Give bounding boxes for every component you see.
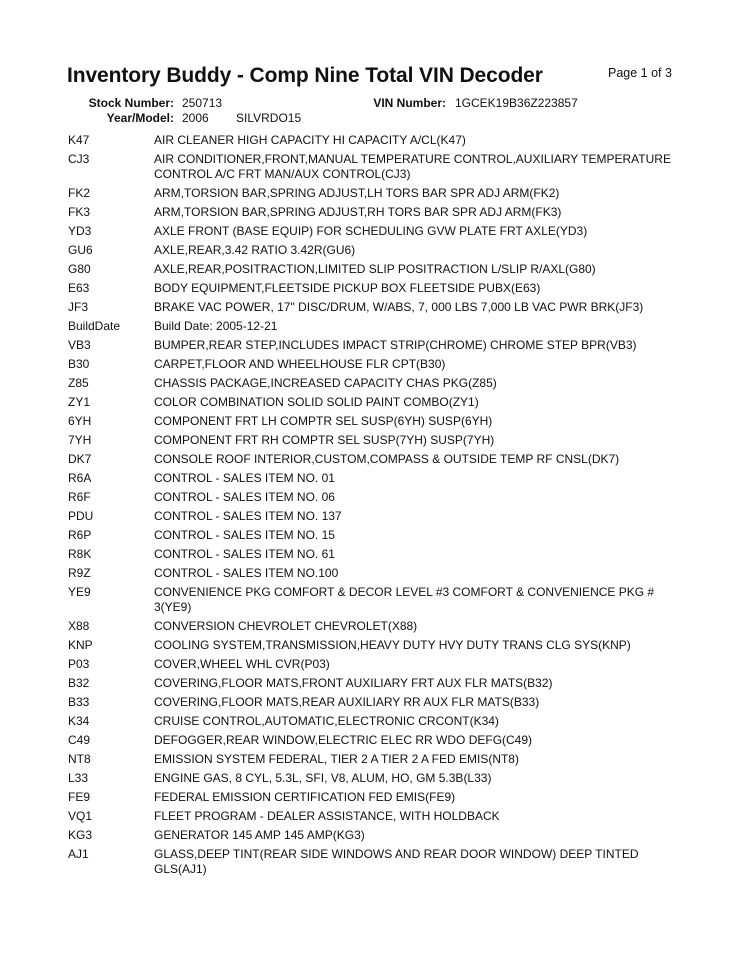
option-description: CONTROL - SALES ITEM NO. 06 — [154, 490, 335, 504]
model-value: SILVRDO15 — [236, 111, 302, 125]
option-description: CONVENIENCE PKG COMFORT & DECOR LEVEL #3 COMFORT & CONVENIENCE PKG # 3(YE9) — [154, 585, 655, 614]
option-code: R9Z — [68, 566, 91, 580]
option-row — [68, 619, 688, 634]
option-code: JF3 — [68, 300, 89, 314]
option-row — [68, 828, 688, 843]
option-description: CRUISE CONTROL,AUTOMATIC,ELECTRONIC CRCONT(K34) — [154, 714, 499, 728]
option-row — [68, 433, 688, 448]
option-code: DK7 — [68, 452, 92, 466]
option-description: CHASSIS PACKAGE,INCREASED CAPACITY CHAS PKG(Z85) — [154, 376, 497, 390]
option-description: COLOR COMBINATION SOLID SOLID PAINT COMBO(ZY1) — [154, 395, 479, 409]
option-code: VB3 — [68, 338, 91, 352]
option-row — [68, 528, 688, 543]
option-description: AXLE,REAR,POSITRACTION,LIMITED SLIP POSITRACTION L/SLIP R/AXL(G80) — [154, 262, 596, 276]
option-code: R6F — [68, 490, 91, 504]
option-row — [68, 376, 688, 391]
option-description: AXLE,REAR,3.42 RATIO 3.42R(GU6) — [154, 243, 356, 257]
vin-number-value: 1GCEK19B36Z223857 — [455, 96, 578, 110]
option-description: BODY EQUIPMENT,FLEETSIDE PICKUP BOX FLEETSIDE PUBX(E63) — [154, 281, 541, 295]
option-code: Z85 — [68, 376, 89, 390]
option-row — [68, 790, 688, 805]
option-row — [68, 676, 688, 691]
option-code: R8K — [68, 547, 92, 561]
year-model-label: Year/Model: — [106, 111, 174, 125]
page-title: Inventory Buddy - Comp Nine Total VIN Decoder — [67, 64, 543, 87]
option-code: X88 — [68, 619, 90, 633]
option-description: CONTROL - SALES ITEM NO. 137 — [154, 509, 342, 523]
option-code: P03 — [68, 657, 90, 671]
option-code: VQ1 — [68, 809, 93, 823]
option-row — [68, 714, 688, 729]
option-row — [68, 414, 688, 429]
option-code: GU6 — [68, 243, 93, 257]
option-row — [68, 281, 688, 296]
option-description: CONTROL - SALES ITEM NO. 01 — [154, 471, 335, 485]
option-description: CARPET,FLOOR AND WHEELHOUSE FLR CPT(B30) — [154, 357, 446, 371]
option-code: G80 — [68, 262, 91, 276]
option-description: BUMPER,REAR STEP,INCLUDES IMPACT STRIP(CHROME) CHROME STEP BPR(VB3) — [154, 338, 637, 352]
option-description: AIR CONDITIONER,FRONT,MANUAL TEMPERATURE CONTROL,AUXILIARY TEMPERATURE CONTROL A/C FRT MAN/AUX CONTROL(CJ3) — [154, 152, 671, 181]
option-row — [68, 490, 688, 505]
option-code: AJ1 — [68, 847, 89, 861]
option-code: PDU — [68, 509, 94, 523]
option-code: E63 — [68, 281, 90, 295]
option-code: YE9 — [68, 585, 91, 599]
option-row — [68, 566, 688, 581]
option-row — [68, 152, 688, 182]
option-list — [68, 133, 688, 881]
option-row — [68, 452, 688, 467]
option-code: CJ3 — [68, 152, 90, 166]
option-description: FLEET PROGRAM - DEALER ASSISTANCE, WITH HOLDBACK — [154, 809, 500, 823]
option-row — [68, 338, 688, 353]
option-row — [68, 395, 688, 410]
option-description: CONVERSION CHEVROLET CHEVROLET(X88) — [154, 619, 418, 633]
option-row — [68, 509, 688, 524]
option-row — [68, 262, 688, 277]
option-description: CONTROL - SALES ITEM NO. 61 — [154, 547, 335, 561]
option-row — [68, 547, 688, 562]
option-description: CONTROL - SALES ITEM NO.100 — [154, 566, 339, 580]
option-code: K34 — [68, 714, 90, 728]
option-description: AXLE FRONT (BASE EQUIP) FOR SCHEDULING GVW PLATE FRT AXLE(YD3) — [154, 224, 588, 238]
option-description: COMPONENT FRT LH COMPTR SEL SUSP(6YH) SUSP(6YH) — [154, 414, 493, 428]
option-code: KG3 — [68, 828, 93, 842]
option-description: COOLING SYSTEM,TRANSMISSION,HEAVY DUTY HVY DUTY TRANS CLG SYS(KNP) — [154, 638, 631, 652]
option-row — [68, 847, 688, 877]
option-description: COVERING,FLOOR MATS,FRONT AUXILIARY FRT AUX FLR MATS(B32) — [154, 676, 553, 690]
option-code: 6YH — [68, 414, 92, 428]
option-code: NT8 — [68, 752, 91, 766]
option-description: GLASS,DEEP TINT(REAR SIDE WINDOWS AND REAR DOOR WINDOW) DEEP TINTED GLS(AJ1) — [154, 847, 639, 876]
option-row — [68, 243, 688, 258]
option-description: AIR CLEANER HIGH CAPACITY HI CAPACITY A/CL(K47) — [154, 133, 466, 147]
option-description: BRAKE VAC POWER, 17" DISC/DRUM, W/ABS, 7, 000 LBS 7,000 LB VAC PWR BRK(JF3) — [154, 300, 644, 314]
option-row — [68, 357, 688, 372]
option-row — [68, 133, 688, 148]
option-description: GENERATOR 145 AMP 145 AMP(KG3) — [154, 828, 365, 842]
option-description: COMPONENT FRT RH COMPTR SEL SUSP(7YH) SUSP(7YH) — [154, 433, 495, 447]
option-description: ARM,TORSION BAR,SPRING ADJUST,LH TORS BAR SPR ADJ ARM(FK2) — [154, 186, 560, 200]
option-description: DEFOGGER,REAR WINDOW,ELECTRIC ELEC RR WDO DEFG(C49) — [154, 733, 533, 747]
option-row — [68, 638, 688, 653]
option-row — [68, 224, 688, 239]
option-code: B30 — [68, 357, 90, 371]
option-code: YD3 — [68, 224, 92, 238]
option-code: FK3 — [68, 205, 91, 219]
option-code: FE9 — [68, 790, 91, 804]
option-row — [68, 319, 688, 334]
option-row — [68, 695, 688, 710]
option-row — [68, 205, 688, 220]
option-description: EMISSION SYSTEM FEDERAL, TIER 2 A TIER 2 A FED EMIS(NT8) — [154, 752, 519, 766]
option-code: 7YH — [68, 433, 92, 447]
option-description: CONTROL - SALES ITEM NO. 15 — [154, 528, 335, 542]
option-code: R6P — [68, 528, 92, 542]
option-description: ARM,TORSION BAR,SPRING ADJUST,RH TORS BAR SPR ADJ ARM(FK3) — [154, 205, 562, 219]
stock-number-label: Stock Number: — [88, 96, 174, 110]
option-code: B33 — [68, 695, 90, 709]
option-code: K47 — [68, 133, 90, 147]
option-row — [68, 186, 688, 201]
option-code: L33 — [68, 771, 89, 785]
year-value: 2006 — [182, 111, 209, 125]
option-code: KNP — [68, 638, 93, 652]
option-description: Build Date: 2005-12-21 — [154, 319, 278, 333]
option-code: FK2 — [68, 186, 91, 200]
option-description: FEDERAL EMISSION CERTIFICATION FED EMIS(FE9) — [154, 790, 456, 804]
option-description: ENGINE GAS, 8 CYL, 5.3L, SFI, V8, ALUM, HO, GM 5.3B(L33) — [154, 771, 492, 785]
option-row — [68, 657, 688, 672]
option-description: COVER,WHEEL WHL CVR(P03) — [154, 657, 330, 671]
stock-number-value: 250713 — [182, 96, 223, 110]
option-code: BuildDate — [68, 319, 121, 333]
option-code: R6A — [68, 471, 92, 485]
option-row — [68, 752, 688, 767]
vin-number-label: VIN Number: — [373, 96, 446, 110]
option-code: B32 — [68, 676, 90, 690]
option-row — [68, 585, 688, 615]
option-row — [68, 771, 688, 786]
option-description: CONSOLE ROOF INTERIOR,CUSTOM,COMPASS & OUTSIDE TEMP RF CNSL(DK7) — [154, 452, 620, 466]
option-row — [68, 733, 688, 748]
option-row — [68, 471, 688, 486]
option-code: ZY1 — [68, 395, 91, 409]
option-row — [68, 300, 688, 315]
option-row — [68, 809, 688, 824]
page-number: Page 1 of 3 — [608, 66, 672, 80]
option-description: COVERING,FLOOR MATS,REAR AUXILIARY RR AUX FLR MATS(B33) — [154, 695, 540, 709]
option-code: C49 — [68, 733, 91, 747]
